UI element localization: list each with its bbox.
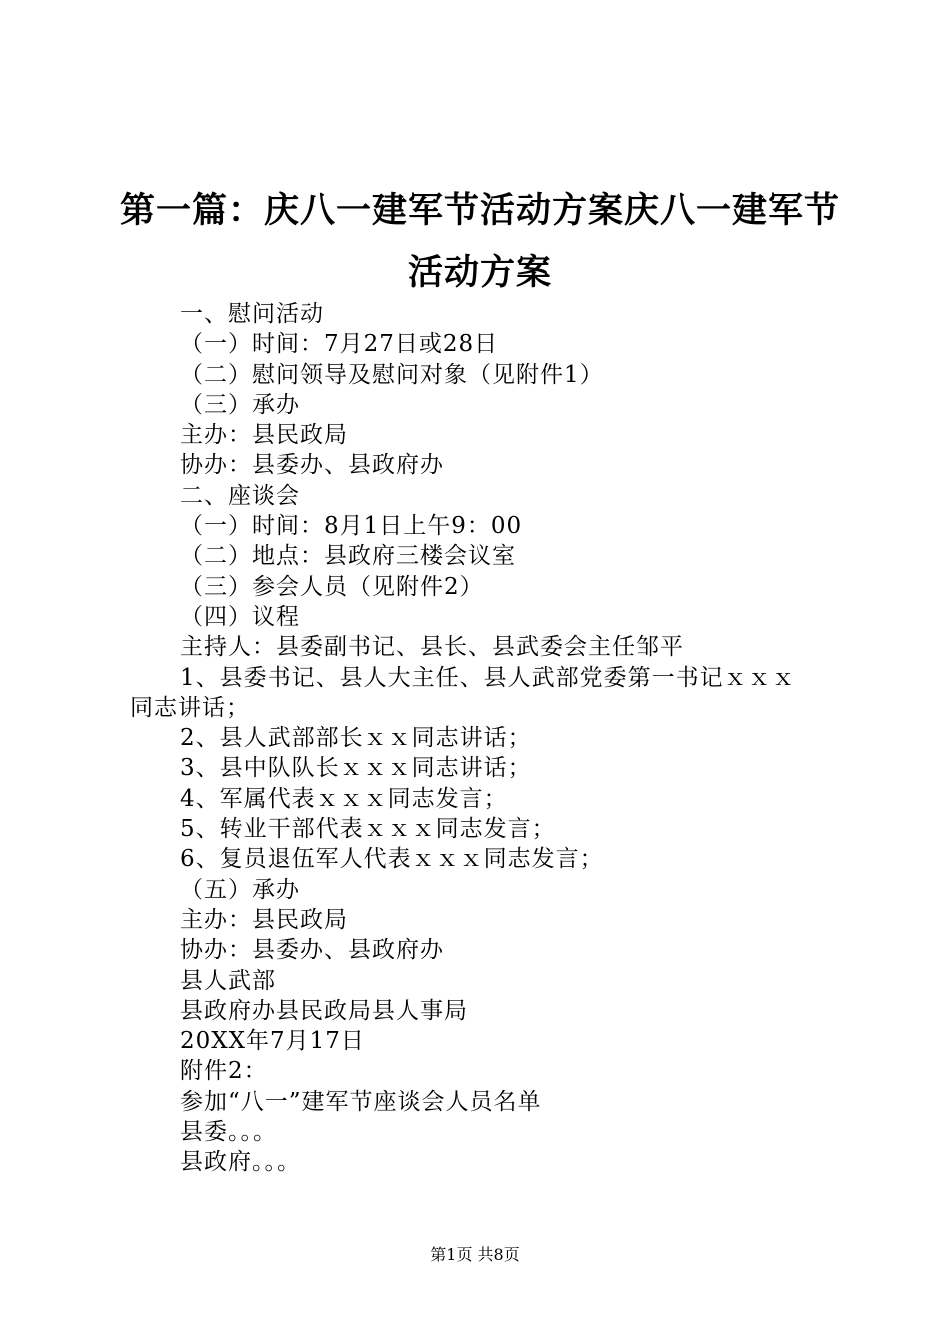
text-line: 协办：县委办、县政府办 xyxy=(180,452,444,479)
text-line: 协办：县委办、县政府办 xyxy=(180,937,444,964)
text-line: （一）时间：8月1日上午9：00 xyxy=(180,513,523,540)
text-line: 1、县委书记、县人大主任、县人武部党委第一书记ｘｘｘ xyxy=(180,664,796,691)
date-line: 20XX年7月17日 xyxy=(180,1028,365,1055)
document-body xyxy=(130,299,830,1178)
text-line: 3、县中队队长ｘｘｘ同志讲话； xyxy=(180,755,532,782)
text-line: 主办：县民政局 xyxy=(180,906,348,933)
text-line: 2、县人武部部长ｘｘ同志讲话； xyxy=(180,725,532,752)
page-footer: 第1页 共8页 xyxy=(430,1245,520,1264)
text-line: （二）慰问领导及慰问对象（见附件1） xyxy=(180,361,604,388)
text-line: 4、军属代表ｘｘｘ同志发言； xyxy=(180,785,508,812)
text-line: 县政府。。。 xyxy=(180,1149,301,1176)
text-line: 县人武部 xyxy=(180,967,276,994)
text-line: （五）承办 xyxy=(180,876,300,903)
text-line: 主办：县民政局 xyxy=(180,422,348,449)
text-line: 6、复员退伍军人代表ｘｘｘ同志发言； xyxy=(180,846,604,873)
text-line: （四）议程 xyxy=(180,603,300,630)
text-line: 县委。。。 xyxy=(180,1119,277,1146)
text-line: （一）时间：7月27日或28日 xyxy=(180,331,499,358)
text-line: （三）承办 xyxy=(180,391,300,418)
section-heading: 一、慰问活动 xyxy=(180,301,324,327)
document-title: 第一篇：庆八一建军节活动方案庆八一建军节活动方案 xyxy=(120,190,841,293)
text-line-continuation: 同志讲话； xyxy=(130,694,250,721)
text-line: （三）参会人员（见附件2） xyxy=(180,573,484,600)
text-line: （二）地点：县政府三楼会议室 xyxy=(180,543,516,570)
text-line: 县政府办县民政局县人事局 xyxy=(180,997,468,1024)
text-line: 主持人：县委副书记、县长、县武委会主任邹平 xyxy=(180,634,684,661)
text-line: 参加“八一”建军节座谈会人员名单 xyxy=(180,1088,542,1115)
section-heading: 二、座谈会 xyxy=(180,482,300,509)
text-line: 附件2： xyxy=(180,1058,268,1085)
text-line: 5、转业干部代表ｘｘｘ同志发言； xyxy=(180,816,556,843)
